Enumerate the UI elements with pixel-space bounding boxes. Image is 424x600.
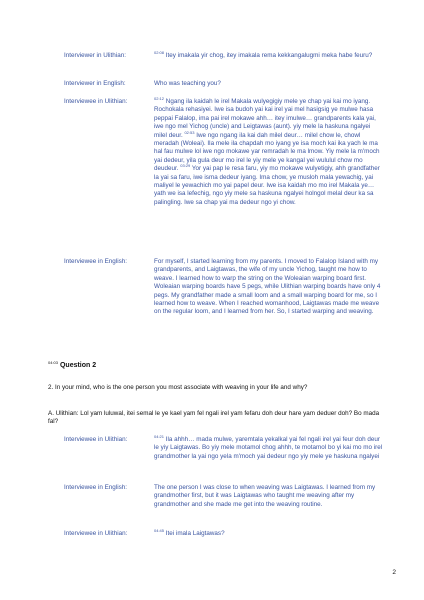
utterance-part: The one person I was close to when weaving was Laigtawas. I learned from my grandmother first, but it was Laigtawas who taught me weaving after my grandmother and she made me get into the weaving routine.	[154, 484, 376, 508]
utterance-text	[154, 530, 384, 538]
utterance-text	[154, 484, 384, 509]
utterance-text	[154, 258, 384, 317]
transcript-row	[64, 484, 384, 509]
timestamp: 04:45	[154, 528, 165, 533]
question-title: Question 2	[59, 362, 97, 369]
utterance-part: Ila ahhh… mada mulwe, yaremtala yekalkal yai fel ngali irel yai feur doh deur le yiy Laigtawas. Bo yiy mele motamol chog ahhh, te motamol bo yi kai mo mo irel grandmother la yai ngo yela m'moch yai dedeur ngo yiy mele ye haskuna ngalyei	[154, 436, 383, 460]
question-heading	[48, 360, 96, 369]
speaker-label: Interviewee in English:	[64, 258, 128, 265]
speaker-label: Interviewee in Ulithian:	[64, 436, 128, 443]
transcript-row	[64, 436, 384, 461]
utterance-text	[154, 80, 384, 88]
timestamp: 04:03	[48, 360, 59, 365]
utterance-text	[154, 436, 384, 461]
utterance-part: Itei imala Laigtawas?	[165, 530, 225, 537]
speaker-label: Interviewer in English:	[64, 80, 126, 87]
speaker-label: Interviewee in Ulithian:	[64, 530, 128, 537]
transcript-row	[64, 530, 384, 538]
question-prompt: 2. In your mind, who is the one person you most associate with weaving in your life and why?	[48, 384, 308, 391]
utterance-part: For myself, I started learning from my parents. I moved to Falalop Island with my grandparents, and Laigtawas, the wife of my uncle Yichog, taught me how to weave. I learned how to warp the string on the Woleaian warping board first. Woleaian warping boards have 5 pegs, while Ulithian warping boards have only 4 pegs. My grandfather made a small loom and a small warping board for me, so I learned how to weave. When I reached womanhood, Laigtawas made me weave on the regular loom, and I learned from her. So, I started warping and weaving.	[154, 258, 381, 316]
speaker-label: Interviewer in Ulithian:	[64, 52, 126, 59]
utterance-part: Yor yai pap le resa faru, yiy mo mokawe wulyetigiy, ahh grandfather la yai sa faru, iwe isma dedeur iyang. Ima chow, ye musloh mala yewachig, yai maliyel le yewachich mo yai papel deur. Iwe isa kaidah mo mo irel Makala ye… yath we isa lefechig, ngo yiy mele sa haskuna ngalyei holngol melal deur ka sa palingling. Iwe sa chap yai ma dedeur ngo yi chow.	[154, 165, 380, 206]
transcript-row	[64, 98, 384, 207]
speaker-label: Interviewee in English:	[64, 484, 128, 491]
question-ulithian: A. Ulithian: Lol yam luluwal, itei semal le ye kael yam fel ngali irel yam fefaru doh deur hare yam deduer doh? Bo mada fal?	[48, 410, 380, 426]
timestamp: 02:12	[154, 96, 165, 101]
page-number: 2	[392, 569, 396, 576]
timestamp: 02:53	[184, 129, 195, 135]
transcript-row	[64, 52, 384, 60]
utterance-part: Iwe ngo ngang ila kai dah milel deur… milel chow le, chowl meradah (Woleai). Ila mele ila chapdah mo iyang ye isa moch kai ika yach le ma hal fau mulwe lol iwe ngo mokawe yar remradah le ma lmow. Yiy mele la m'moch yai dedeur, yila gula deur mo irel le yiy mele ye kangal yei wululul chow mo deudeur.	[154, 131, 380, 173]
transcript-row	[64, 258, 384, 317]
timestamp: 02:08	[154, 50, 165, 55]
utterance-text	[154, 52, 384, 60]
timestamp: 04:21	[154, 434, 165, 439]
utterance-text	[154, 98, 384, 207]
utterance-part: Itey imakala yir chog, itey imakala rema kekkangalugmi meka habe feuru?	[165, 52, 373, 59]
utterance-part: Who was teaching you?	[154, 80, 221, 87]
speaker-label: Interviewee in Ulithian:	[64, 98, 128, 105]
timestamp: 03:29	[180, 163, 191, 169]
utterance-part: Ngang ila kaidah le irel Makala wulyegigiy mele ye chap yai kai mo iyang. Rochokala rehasiyei. Iwe isa budoh yai kai irel yai mel hasigsig ye mulwe hasa peppai Falalop, ima pai irel mokawe ahh… itey imulwe… grandparents kala yai, iwe ngo mel Yichog (uncle) and Leigtawas (aunt). yiy mele la haskuna ngalyei milel deur.	[154, 98, 376, 139]
transcript-row	[64, 80, 384, 88]
